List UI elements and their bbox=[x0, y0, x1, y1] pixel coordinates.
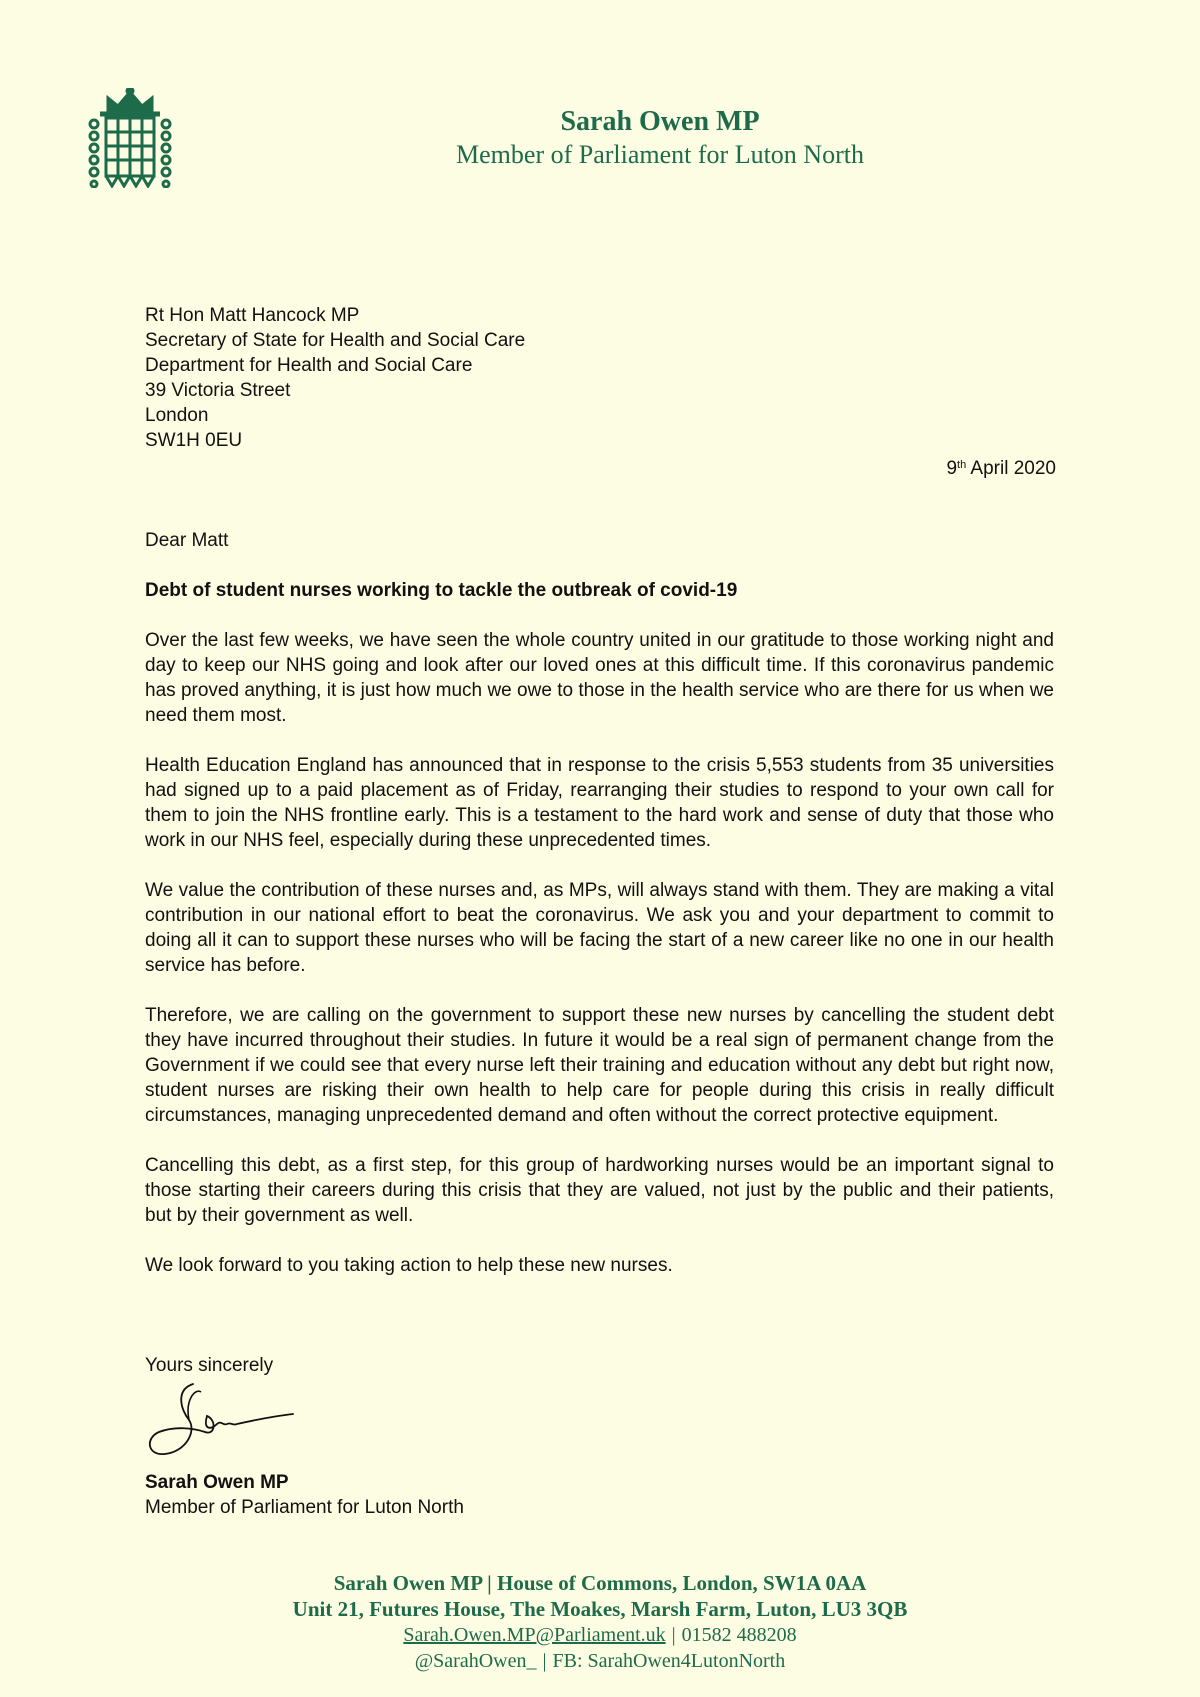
recipient-line: 39 Victoria Street bbox=[145, 380, 291, 401]
signoff bbox=[145, 1470, 464, 1520]
body-paragraph: Health Education England has announced that in response to the crisis 5,553 students from 35 universities had signed up to a paid placement as of Friday, rearranging their studies to respond to your own call for them to join the NHS frontline early. This is a testament to the hard work and sense of duty that those who work in our NHS feel, especially during these unprecedented times. bbox=[145, 755, 1054, 851]
letterhead-role: Member of Parliament for Luton North bbox=[456, 140, 864, 169]
recipient-line: SW1H 0EU bbox=[145, 430, 243, 451]
body-paragraph: Over the last few weeks, we have seen the whole country united in our gratitude to those working night and day to keep our NHS going and look after our loved ones at this difficult time. If this coronavirus pandemic has proved anything, it is just how much we owe to those in the health service who are there for us when we need them most. bbox=[145, 630, 1054, 726]
salutation: Dear Matt bbox=[145, 530, 229, 551]
recipient-line: Department for Health and Social Care bbox=[145, 355, 473, 376]
letter-footer bbox=[200, 1570, 1000, 1674]
phone-number: 01582 488208 bbox=[681, 1624, 797, 1646]
body-paragraph: Therefore, we are calling on the government to support these new nurses by cancelling the student debt they have incurred throughout their studies. In future it would be a real sign of permanent change from the Government if we could see that every nurse left their training and education without any debt but right now, student nurses are risking their own health to help care for people during this crisis in really difficult circumstances, managing unprecedented demand and often without the correct protective equipment. bbox=[145, 1005, 1054, 1126]
letterhead bbox=[420, 105, 900, 171]
footer-constituency-address: Unit 21, Futures House, The Moakes, Marsh Farm, Luton, LU3 3QB bbox=[292, 1597, 908, 1621]
letterhead-name: Sarah Owen MP bbox=[560, 106, 760, 137]
portcullis-icon bbox=[86, 88, 174, 188]
date-suffix: th bbox=[957, 459, 967, 471]
letter-body bbox=[145, 628, 1054, 1303]
footer-contact bbox=[200, 1622, 1000, 1648]
facebook-handle: FB: SarahOwen4LutonNorth bbox=[552, 1650, 786, 1672]
separator: | bbox=[671, 1624, 676, 1646]
signature-icon bbox=[145, 1380, 295, 1464]
body-paragraph: Cancelling this debt, as a first step, for this group of hardworking nurses would be an important signal to those starting their careers during this crisis that they are valued, not just by the public and their patients, but by their government as well. bbox=[145, 1155, 1054, 1226]
recipient-line: London bbox=[145, 405, 209, 426]
footer-westminster-address: Sarah Owen MP | House of Commons, London, SW1A 0AA bbox=[333, 1571, 867, 1595]
recipient-line: Rt Hon Matt Hancock MP bbox=[145, 305, 360, 326]
closing: Yours sincerely bbox=[145, 1355, 274, 1376]
recipient-line: Secretary of State for Health and Social Care bbox=[145, 330, 526, 351]
letter-date bbox=[946, 453, 1056, 481]
twitter-handle: @SarahOwen_ bbox=[414, 1650, 537, 1672]
subject-line: Debt of student nurses working to tackle the outbreak of covid-19 bbox=[145, 580, 738, 601]
body-paragraph: We look forward to you taking action to help these new nurses. bbox=[145, 1255, 673, 1276]
footer-social bbox=[200, 1648, 1000, 1674]
recipient-address bbox=[145, 303, 525, 453]
separator: | bbox=[542, 1650, 547, 1672]
signoff-role: Member of Parliament for Luton North bbox=[145, 1497, 464, 1518]
date-rest: April 2020 bbox=[966, 458, 1056, 479]
date-day: 9 bbox=[946, 458, 958, 479]
body-paragraph: We value the contribution of these nurses and, as MPs, will always stand with them. They are making a vital contribution in our national effort to beat the coronavirus. We ask you and your department to commit to doing all it can to support these nurses who will be facing the start of a new career like no one in our health service has before. bbox=[145, 880, 1054, 976]
signoff-name: Sarah Owen MP bbox=[145, 1472, 289, 1493]
email-link[interactable]: Sarah.Owen.MP@Parliament.uk bbox=[403, 1624, 666, 1646]
